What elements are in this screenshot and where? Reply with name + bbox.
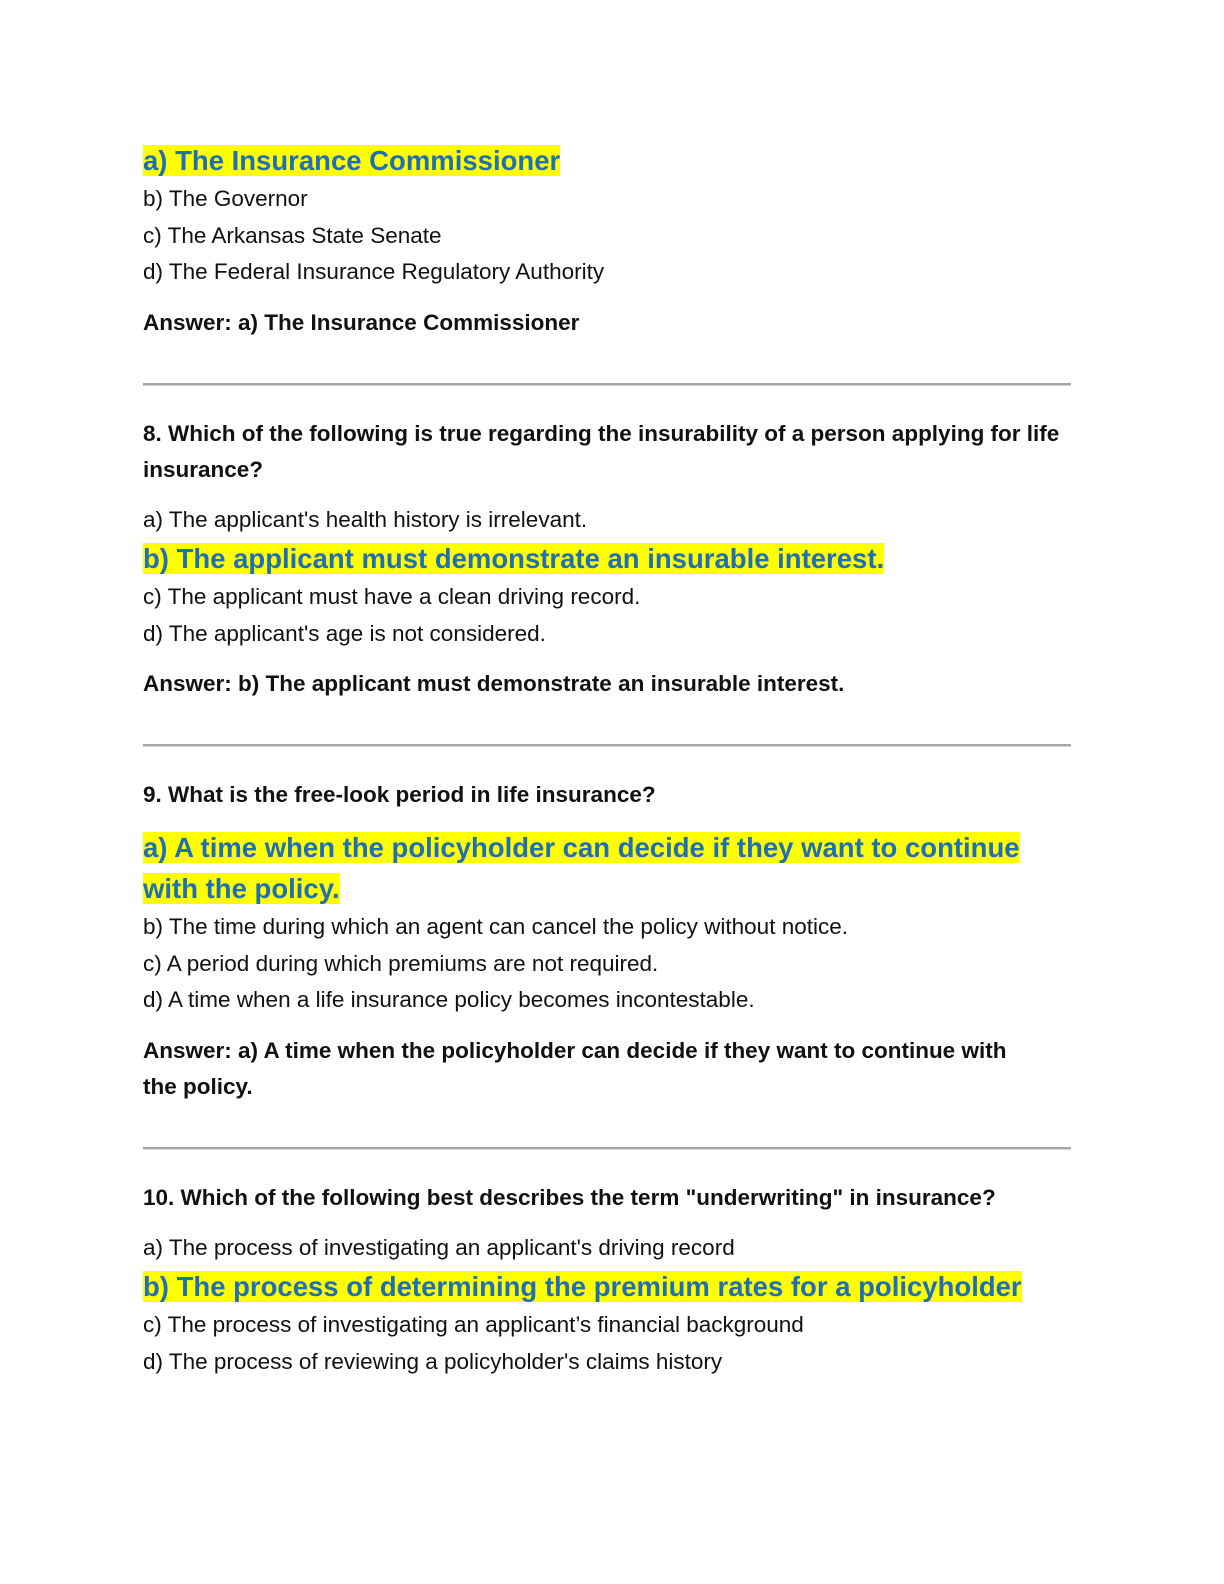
q8-answer: Answer: b) The applicant must demonstrate an insurable interest. xyxy=(143,671,845,696)
question-7-block xyxy=(143,140,1071,341)
q7-option-d: d) The Federal Insurance Regulatory Authority xyxy=(143,259,605,284)
q9-option-c: c) A period during which premiums are not required. xyxy=(143,950,659,976)
q9-option-a-correct: a) A time when the policyholder can decide if they want to continue with the policy. xyxy=(143,832,1020,904)
q8-option-a: a) The applicant's health history is irrelevant. xyxy=(143,506,588,532)
q8-question: 8. Which of the following is true regarding the insurability of a person applying for life insurance? xyxy=(143,420,1060,482)
q7-answer: Answer: a) The Insurance Commissioner xyxy=(143,309,580,335)
q7-option-a-correct: a) The Insurance Commissioner xyxy=(143,145,561,176)
q10-option-b-correct: b) The process of determining the premium rates for a policyholder xyxy=(143,1271,1022,1302)
q9-answer: Answer: a) A time when the policyholder can decide if they want to continue with the policy. xyxy=(143,1037,1007,1099)
document-page xyxy=(143,140,1071,1380)
question-8-block xyxy=(143,416,1071,703)
q10-option-a: a) The process of investigating an applicant's driving record xyxy=(143,1234,735,1260)
question-9-block xyxy=(143,777,1071,1105)
q9-option-d: d) A time when a life insurance policy becomes incontestable. xyxy=(143,987,755,1012)
q7-option-c: c) The Arkansas State Senate xyxy=(143,222,442,248)
q7-option-b: b) The Governor xyxy=(143,186,308,211)
q9-option-b: b) The time during which an agent can cancel the policy without notice. xyxy=(143,914,848,939)
q8-option-d: d) The applicant's age is not considered. xyxy=(143,620,546,646)
q10-question: 10. Which of the following best describes the term "underwriting" in insurance? xyxy=(143,1184,996,1210)
question-10-block xyxy=(143,1180,1071,1381)
q10-option-d: d) The process of reviewing a policyholder's claims history xyxy=(143,1348,723,1374)
q9-question: 9. What is the free-look period in life insurance? xyxy=(143,782,656,807)
separator-3 xyxy=(143,1147,1071,1150)
q8-option-c: c) The applicant must have a clean driving record. xyxy=(143,584,641,609)
separator-1 xyxy=(143,383,1071,386)
separator-2 xyxy=(143,744,1071,747)
q10-option-c: c) The process of investigating an applicant’s financial background xyxy=(143,1312,804,1337)
q8-option-b-correct: b) The applicant must demonstrate an insurable interest. xyxy=(143,543,885,574)
